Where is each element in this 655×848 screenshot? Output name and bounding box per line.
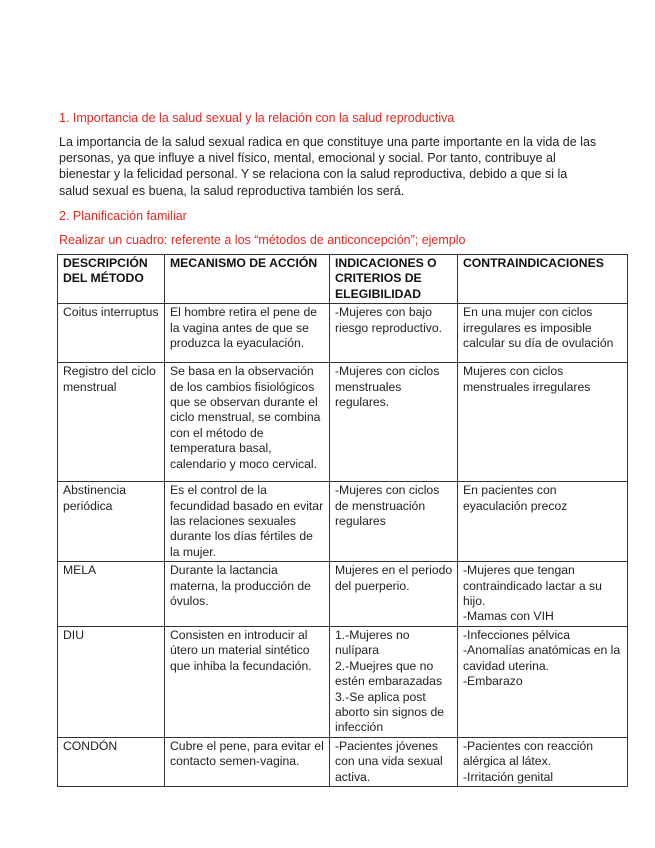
cell-indications: 1.-Mujeres no nulípara 2.-Muejres que no estén embarazadas 3.-Se aplica post aborto sin signos de infección — [330, 626, 458, 737]
table-row — [58, 626, 628, 737]
cell-contraindications: Mujeres con ciclos menstruales irregulares — [458, 363, 628, 482]
cell-contraindications: -Pacientes con reacción alérgica al látex. -Irritación genital — [458, 737, 628, 786]
cell-indications: -Mujeres con bajo riesgo reproductivo. — [330, 304, 458, 363]
cell-mechanism: Consisten en introducir al útero un material sintético que inhiba la fecundación. — [165, 626, 330, 737]
table-row — [58, 363, 628, 482]
cell-mechanism: Es el control de la fecundidad basado en evitar las relaciones sexuales durante los días fértiles de la mujer. — [165, 482, 330, 562]
table-row — [58, 737, 628, 786]
cell-indications: -Pacientes jóvenes con una vida sexual activa. — [330, 737, 458, 786]
cell-method: Registro del ciclo menstrual — [58, 363, 165, 482]
table-row — [58, 562, 628, 627]
contraception-methods-table — [57, 254, 628, 787]
cell-method: Abstinencia periódica — [58, 482, 165, 562]
cell-indications: -Mujeres con ciclos menstruales regulares. — [330, 363, 458, 482]
cell-mechanism: Cubre el pene, para evitar el contacto semen-vagina. — [165, 737, 330, 786]
section-2-heading: 2. Planificación familiar — [59, 209, 187, 223]
table-row — [58, 482, 628, 562]
cell-method: Coitus interruptus — [58, 304, 165, 363]
cell-contraindications: -Infecciones pélvica -Anomalías anatómicas en la cavidad uterina. -Embarazo — [458, 626, 628, 737]
cell-method: DIU — [58, 626, 165, 737]
task-instruction: Realizar un cuadro: referente a los “métodos de anticoncepción”; ejemplo — [59, 233, 466, 247]
cell-mechanism: Se basa en la observación de los cambios fisiológicos que se observan durante el ciclo menstrual, se combina con el método de temperatura basal, calendario y moco cervical. — [165, 363, 330, 482]
cell-indications: -Mujeres con ciclos de menstruación regulares — [330, 482, 458, 562]
cell-method: MELA — [58, 562, 165, 627]
header-indications: INDICACIONES O CRITERIOS DE ELEGIBILIDAD — [330, 255, 458, 304]
cell-indications: Mujeres en el periodo del puerperio. — [330, 562, 458, 627]
section-1-paragraph: La importancia de la salud sexual radica en que constituye una parte importante en la vida de las personas, ya que influye a nivel físico, mental, emocional y social. Por tanto, contribuye al bienestar y la felicidad personal. Y se relaciona con la salud reproductiva, debido a que si la salud sexual es buena, la salud reproductiva también los será. — [59, 135, 597, 198]
cell-mechanism: El hombre retira el pene de la vagina antes de que se produzca la eyaculación. — [165, 304, 330, 363]
cell-contraindications: En pacientes con eyaculación precoz — [458, 482, 628, 562]
header-mechanism: MECANISMO DE ACCIÓN — [165, 255, 330, 304]
header-method: DESCRIPCIÓN DEL MÉTODO — [58, 255, 165, 304]
cell-method: CONDÓN — [58, 737, 165, 786]
cell-contraindications: En una mujer con ciclos irregulares es imposible calcular su día de ovulación — [458, 304, 628, 363]
table-header-row — [58, 255, 628, 304]
cell-contraindications: -Mujeres que tengan contraindicado lactar a su hijo. -Mamas con VIH — [458, 562, 628, 627]
table-row — [58, 304, 628, 363]
section-1-heading: 1. Importancia de la salud sexual y la relación con la salud reproductiva — [59, 111, 455, 125]
header-contraindications: CONTRAINDICACIONES — [458, 255, 628, 304]
cell-mechanism: Durante la lactancia materna, la producción de óvulos. — [165, 562, 330, 627]
